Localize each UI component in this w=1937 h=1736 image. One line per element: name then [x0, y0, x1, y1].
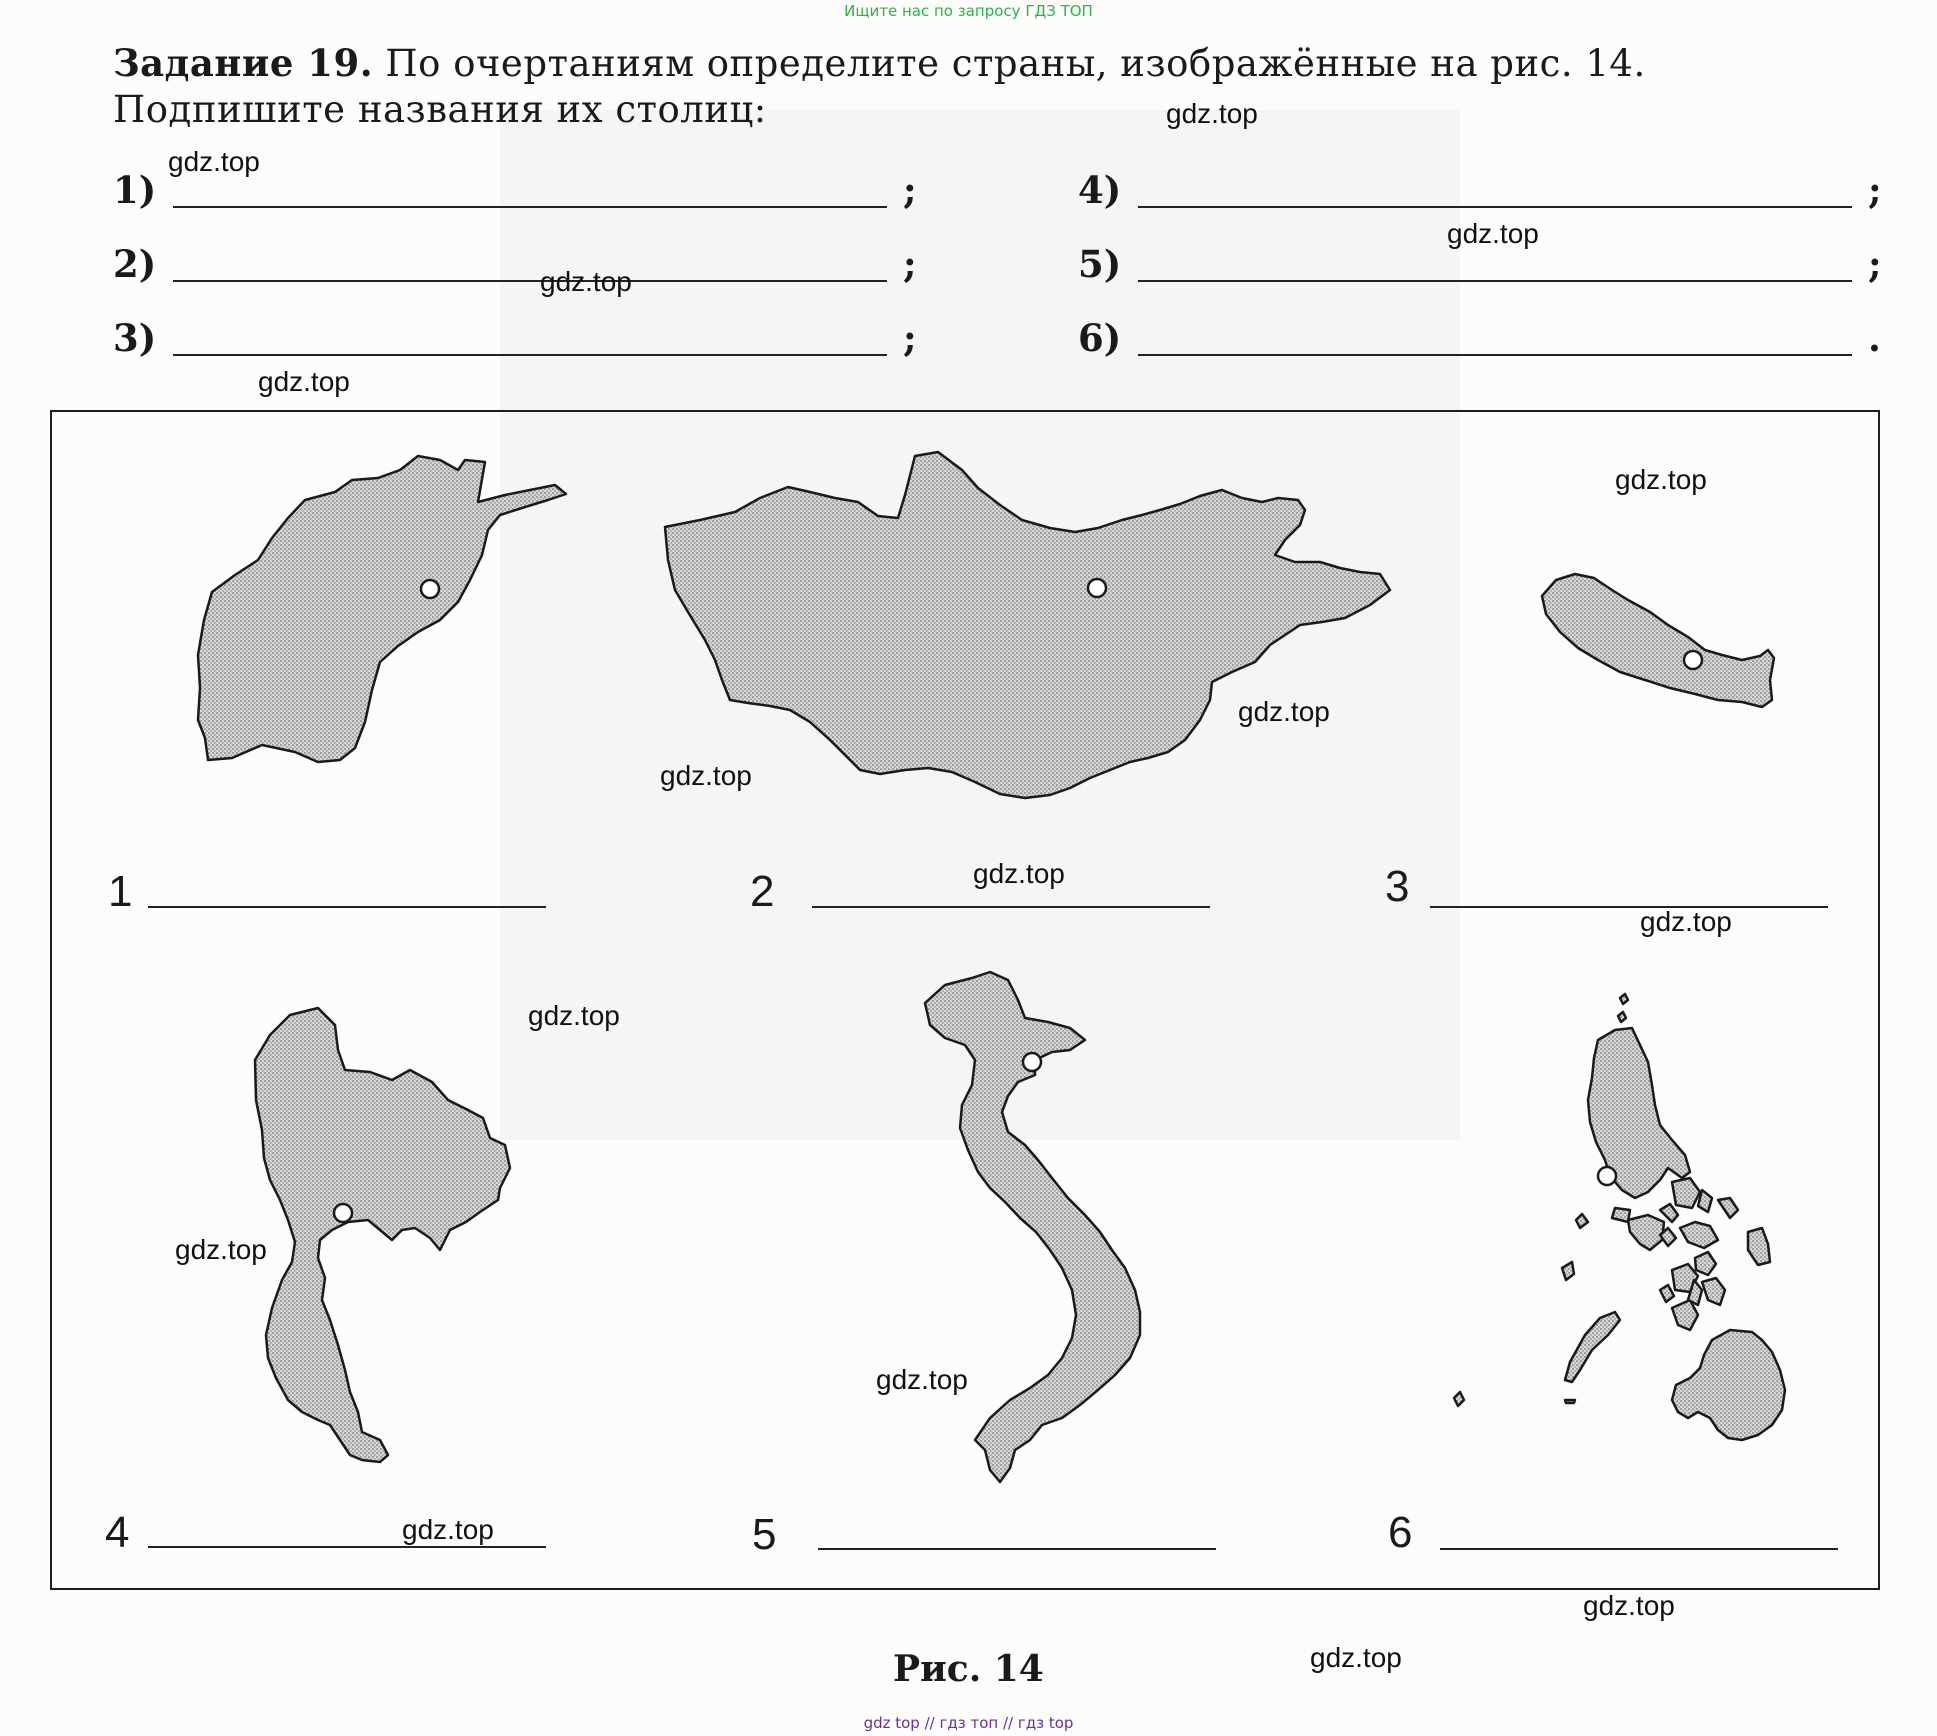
watermark: gdz.top [175, 1234, 267, 1265]
answer-number: 3) [113, 316, 157, 360]
watermark: gdz.top [402, 1514, 494, 1545]
watermark: gdz.top [660, 760, 752, 791]
answer-number: 2) [113, 242, 157, 286]
watermark: gdz.top [1166, 98, 1258, 129]
watermark: gdz.top [528, 1000, 620, 1031]
answer-number: 1) [113, 168, 157, 212]
answer-end: ; [1868, 168, 1882, 212]
capital-marker-3 [1684, 651, 1702, 669]
caption-number-3: 3 [1385, 862, 1410, 911]
answer-end: ; [903, 316, 917, 360]
top-banner[interactable]: Ищите нас по запросу ГДЗ ТОП [844, 2, 1093, 20]
watermark: gdz.top [258, 366, 350, 397]
philippines-outline [1454, 994, 1785, 1440]
caption-number-4: 4 [105, 1508, 130, 1557]
capital-marker-6 [1598, 1167, 1616, 1185]
answer-number: 4) [1078, 168, 1122, 212]
figure-caption: Рис. 14 [893, 1648, 1044, 1690]
answer-end: . [1868, 316, 1881, 360]
watermark: gdz.top [973, 858, 1065, 889]
caption-line-2[interactable] [812, 906, 1210, 908]
caption-line-5[interactable] [818, 1548, 1216, 1550]
watermark: gdz.top [540, 266, 632, 297]
nepal-outline [1542, 574, 1774, 707]
watermark: gdz.top [876, 1364, 968, 1395]
capital-marker-1 [421, 580, 439, 598]
bottom-banner[interactable]: gdz top // гдз топ // гдз top [863, 1714, 1074, 1732]
mongolia-outline [665, 452, 1390, 798]
watermark: gdz.top [168, 146, 260, 177]
watermark: gdz.top [1310, 1642, 1402, 1673]
capital-marker-2 [1088, 579, 1106, 597]
caption-number-5: 5 [752, 1510, 777, 1559]
watermark: gdz.top [1640, 906, 1732, 937]
caption-number-1: 1 [108, 867, 133, 916]
watermark: gdz.top [1583, 1590, 1675, 1621]
caption-line-3[interactable] [1430, 906, 1828, 908]
answer-number: 6) [1078, 316, 1122, 360]
answer-end: ; [1868, 242, 1882, 286]
vietnam-outline [925, 972, 1140, 1482]
task-text-2: Подпишите названия их столиц: [113, 88, 767, 131]
caption-line-6[interactable] [1440, 1548, 1838, 1550]
answer-end: ; [903, 242, 917, 286]
answer-end: ; [903, 168, 917, 212]
capital-marker-4 [334, 1204, 352, 1222]
task-text-1: По очертаниям определите страны, изображённые на рис. 14. [373, 42, 1646, 85]
caption-line-4[interactable] [148, 1546, 546, 1548]
afghanistan-outline [198, 456, 566, 762]
watermark: gdz.top [1238, 696, 1330, 727]
watermark: gdz.top [1447, 218, 1539, 249]
watermark: gdz.top [1615, 464, 1707, 495]
task-label: Задание 19. [113, 41, 374, 85]
caption-line-1[interactable] [148, 906, 546, 908]
capital-marker-5 [1023, 1053, 1041, 1071]
thailand-outline [255, 1008, 510, 1462]
answer-number: 5) [1078, 242, 1122, 286]
caption-number-2: 2 [750, 867, 775, 916]
caption-number-6: 6 [1388, 1508, 1413, 1557]
